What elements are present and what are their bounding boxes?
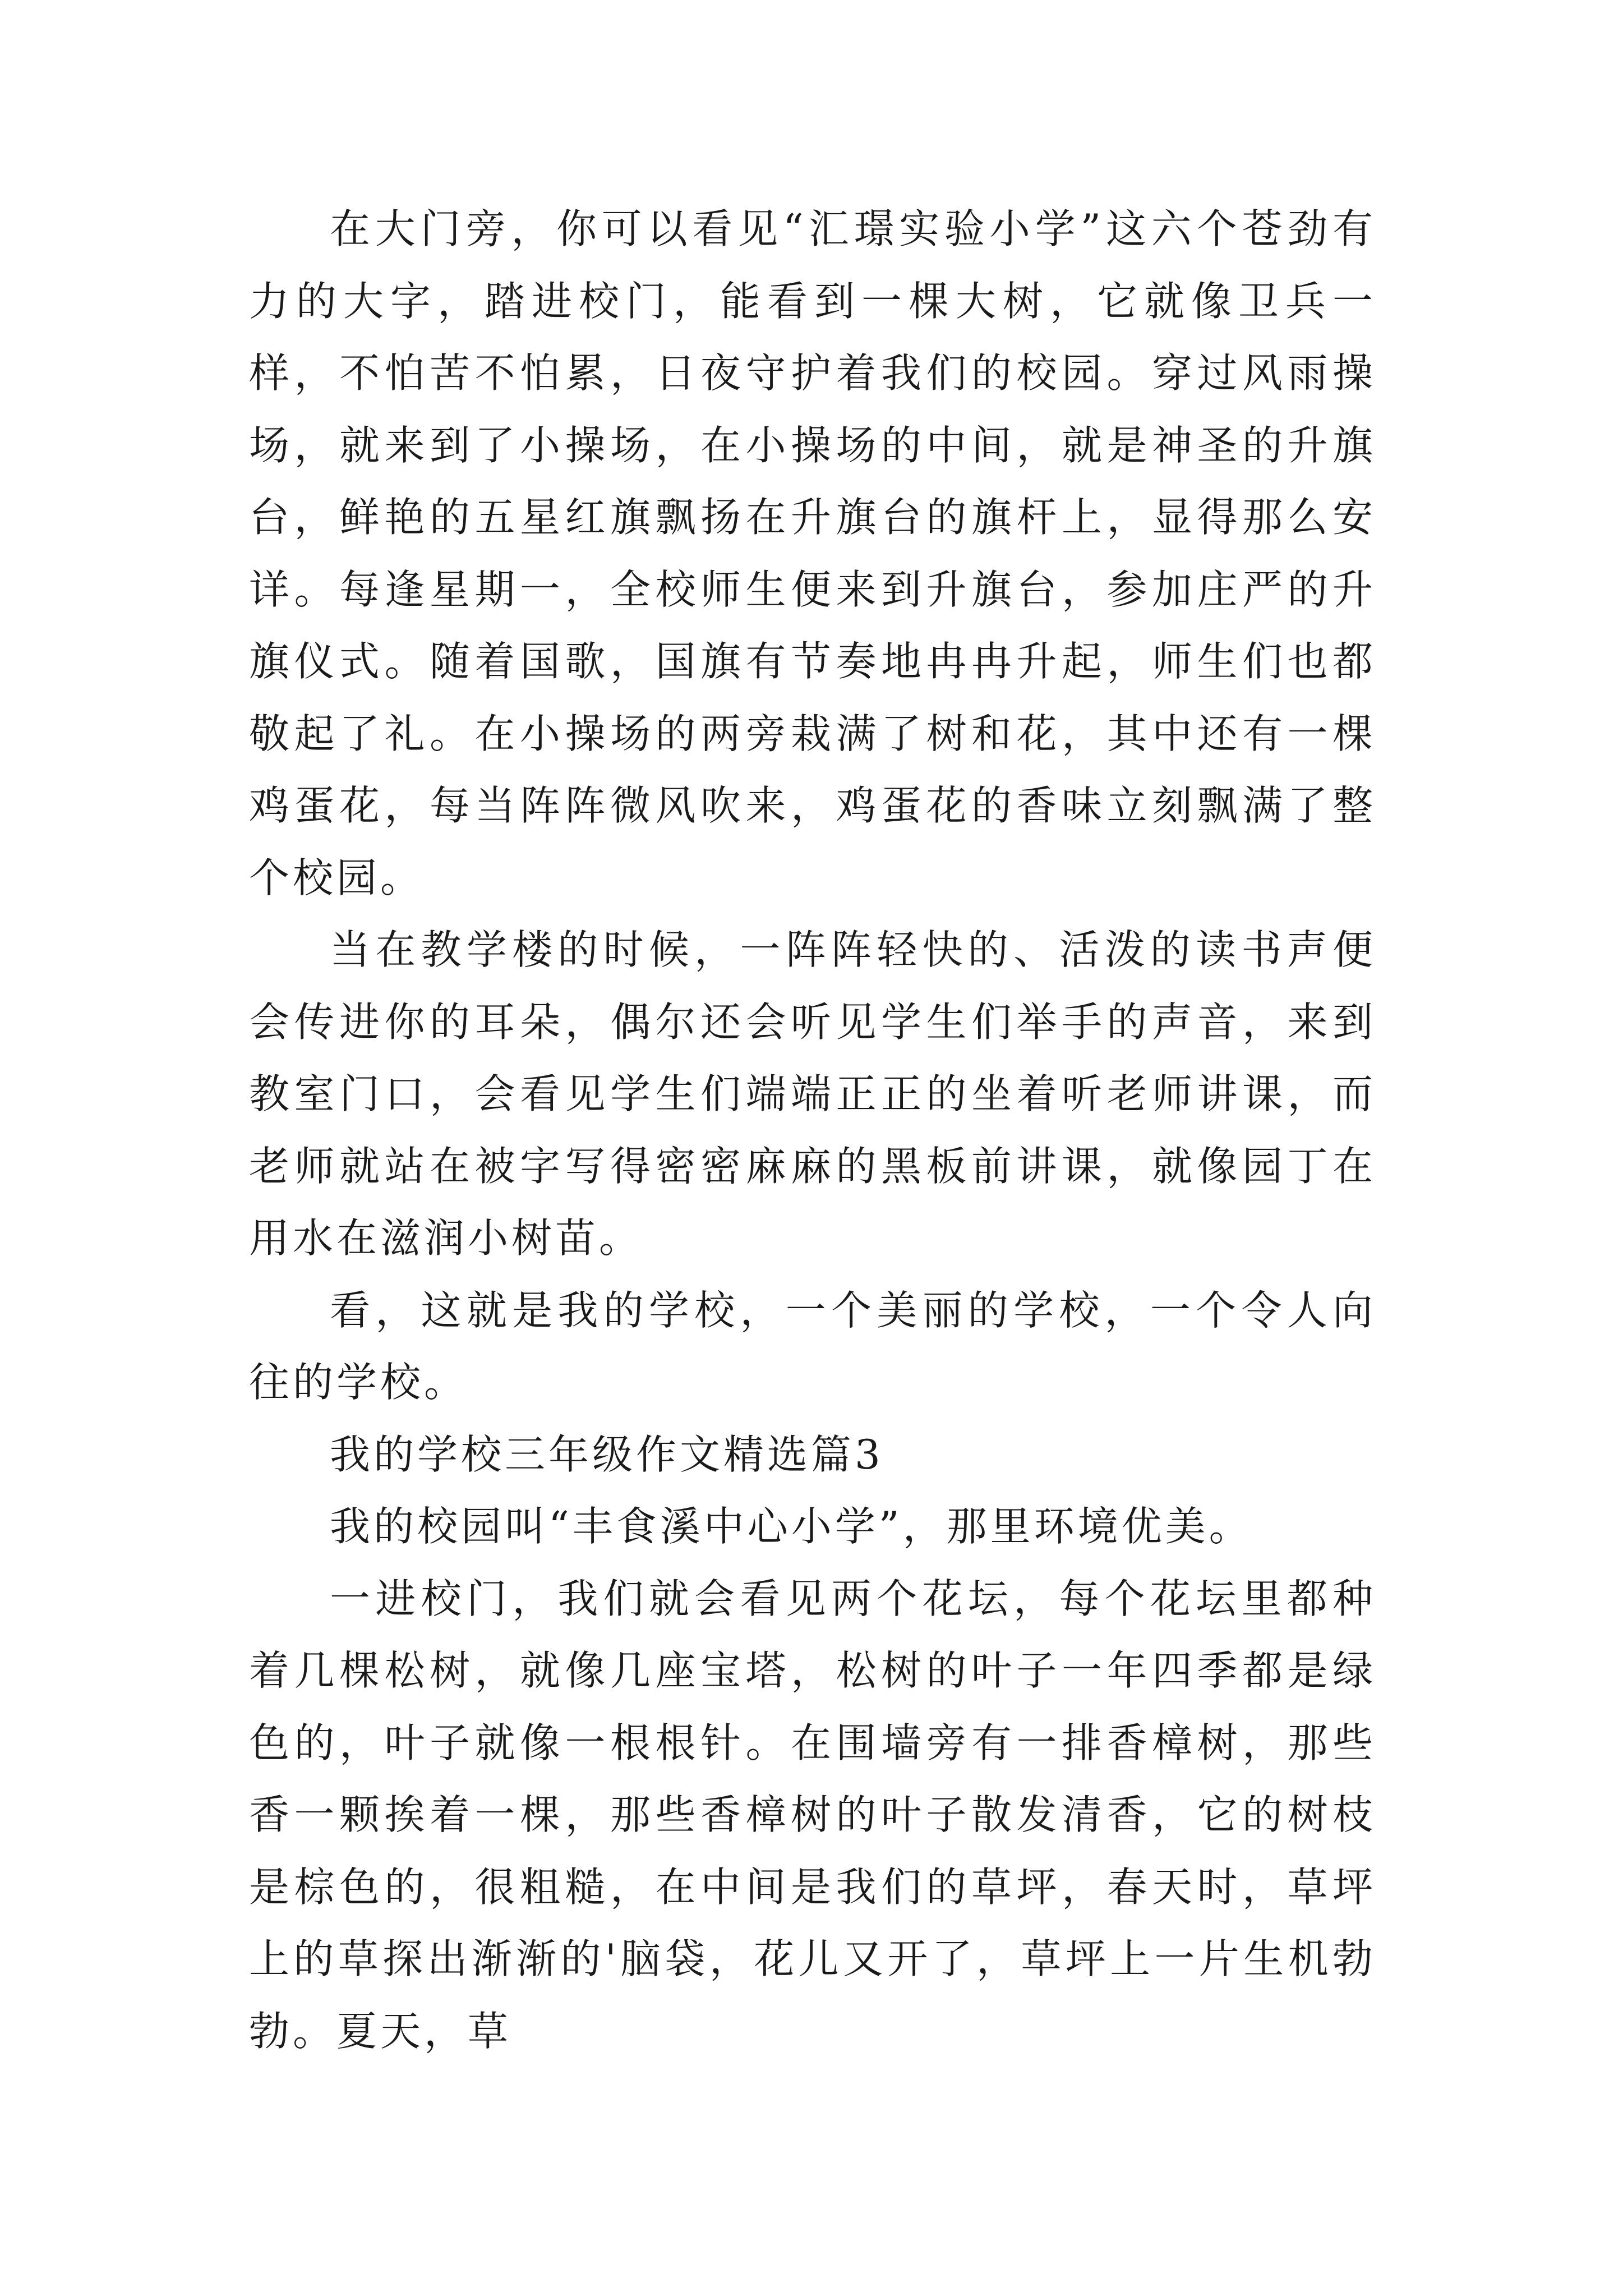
document-body [249, 193, 1376, 2067]
section-heading: 我的学校三年级作文精选篇3 [330, 1430, 884, 1478]
paragraph-school-gate: 在大门旁，你可以看见“汇璟实验小学”这六个苍劲有力的大字，踏进校门，能看到一棵大树，它就像卫兵一样，不怕苦不怕累，日夜守护着我们的校园。穿过风雨操场，就来到了小操场，在小操场的中间，就是神圣的升旗台，鲜艳的五星红旗飘扬在升旗台的旗杆上，显得那么安详。每逢星期一，全校师生便来到升旗台，参加庄严的升旗仪式。随着国歌，国旗有节奏地冉冉升起，师生们也都敬起了礼。在小操场的两旁栽满了树和花，其中还有一棵鸡蛋花，每当阵阵微风吹来，鸡蛋花的香味立刻飘满了整个校园。 [249, 205, 1376, 901]
paragraph-school-intro: 我的校园叫“丰食溪中心小学”，那里环境优美。 [330, 1503, 1253, 1550]
paragraph-conclusion: 看，这就是我的学校，一个美丽的学校，一个令人向往的学校。 [249, 1286, 1376, 1406]
paragraph-flower-beds: 一进校门，我们就会看见两个花坛，每个花坛里都种着几棵松树，就像几座宝塔，松树的叶子一年四季都是绿色的，叶子就像一根根针。在围墙旁有一排香樟树，那些香一颗挨着一棵，那些香樟树的叶子散发清香，它的树枝是棕色的，很粗糙，在中间是我们的草坪，春天时，草坪上的草探出渐渐的'脑袋，花儿又开了，草坪上一片生机勃勃。夏天，草 [249, 1575, 1376, 2055]
paragraph-teaching-building: 当在教学楼的时候，一阵阵轻快的、活泼的读书声便会传进你的耳朵，偶尔还会听见学生们举手的声音，来到教室门口，会看见学生们端端正正的坐着听老师讲课，而老师就站在被字写得密密麻麻的黑板前讲课，就像园丁在用水在滋润小树苗。 [249, 926, 1376, 1262]
